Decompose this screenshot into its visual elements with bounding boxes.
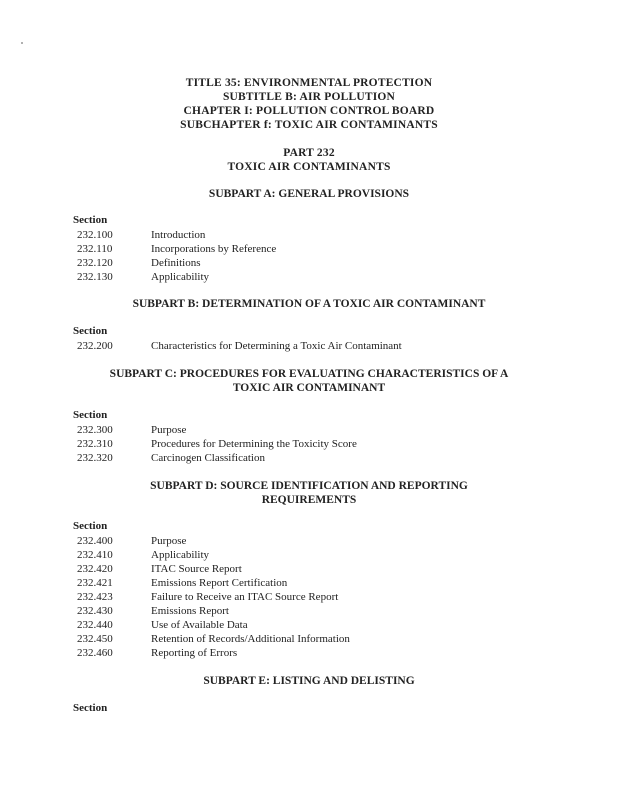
part-heading: PART 232 xyxy=(283,147,335,159)
table-row xyxy=(0,534,618,548)
section-number: 232.300 xyxy=(77,424,113,436)
subpart-d-title-line1: SUBPART D: SOURCE IDENTIFICATION AND REPORTING xyxy=(150,480,468,492)
table-row xyxy=(0,228,618,242)
table-row xyxy=(0,632,618,646)
section-title: Procedures for Determining the Toxicity Score xyxy=(151,438,357,450)
section-label: Section xyxy=(73,702,108,714)
section-label: Section xyxy=(73,325,108,337)
section-title: Definitions xyxy=(151,257,201,269)
section-number: 232.310 xyxy=(77,438,113,450)
subpart-d-title-line2: REQUIREMENTS xyxy=(261,494,357,506)
table-row xyxy=(0,548,618,562)
section-title: Retention of Records/Additional Information xyxy=(151,633,350,645)
section-number: 232.320 xyxy=(77,452,113,464)
table-row xyxy=(0,423,618,437)
section-number: 232.400 xyxy=(77,535,113,547)
section-title: Use of Available Data xyxy=(151,619,248,631)
section-title: Incorporations by Reference xyxy=(151,243,277,255)
part-title-heading: TOXIC AIR CONTAMINANTS xyxy=(227,161,391,173)
section-title: Emissions Report Certification xyxy=(151,577,288,589)
scan-speck xyxy=(21,42,23,44)
section-number: 232.420 xyxy=(77,563,113,575)
section-number: 232.430 xyxy=(77,605,113,617)
section-title: Purpose xyxy=(151,424,187,436)
subtitle-heading: SUBTITLE B: AIR POLLUTION xyxy=(222,91,396,103)
section-title: Emissions Report xyxy=(151,605,229,617)
section-number: 232.440 xyxy=(77,619,113,631)
subchapter-heading: SUBCHAPTER f: TOXIC AIR CONTAMINANTS xyxy=(180,119,438,131)
table-row xyxy=(0,270,618,284)
section-number: 232.450 xyxy=(77,633,113,645)
table-row xyxy=(0,339,618,353)
section-number: 232.460 xyxy=(77,647,113,659)
section-number: 232.410 xyxy=(77,549,113,561)
section-title: Applicability xyxy=(151,271,210,283)
section-title: ITAC Source Report xyxy=(151,563,242,575)
section-title: Purpose xyxy=(151,535,187,547)
table-row xyxy=(0,618,618,632)
section-title: Introduction xyxy=(151,229,206,241)
section-title: Carcinogen Classification xyxy=(151,452,265,464)
section-number: 232.423 xyxy=(77,591,113,603)
subpart-b-title: SUBPART B: DETERMINATION OF A TOXIC AIR CONTAMINANT xyxy=(132,298,486,310)
chapter-heading: CHAPTER I: POLLUTION CONTROL BOARD xyxy=(183,105,435,117)
section-label: Section xyxy=(73,214,108,226)
section-number: 232.110 xyxy=(77,243,113,255)
subpart-a-title: SUBPART A: GENERAL PROVISIONS xyxy=(208,188,410,200)
table-row xyxy=(0,562,618,576)
section-label: Section xyxy=(73,409,108,421)
section-number: 232.200 xyxy=(77,340,113,352)
section-title: Applicability xyxy=(151,549,210,561)
section-number: 232.120 xyxy=(77,257,113,269)
section-label: Section xyxy=(73,520,108,532)
table-row xyxy=(0,256,618,270)
table-row xyxy=(0,590,618,604)
table-row xyxy=(0,604,618,618)
subpart-c-title-line2: TOXIC AIR CONTAMINANT xyxy=(232,382,386,394)
table-row xyxy=(0,646,618,660)
title-heading: TITLE 35: ENVIRONMENTAL PROTECTION xyxy=(185,77,433,89)
table-row xyxy=(0,576,618,590)
table-row xyxy=(0,451,618,465)
section-number: 232.100 xyxy=(77,229,113,241)
subpart-e-title: SUBPART E: LISTING AND DELISTING xyxy=(203,675,415,687)
section-number: 232.130 xyxy=(77,271,113,283)
section-title: Reporting of Errors xyxy=(151,647,238,659)
section-number: 232.421 xyxy=(77,577,113,589)
table-row xyxy=(0,437,618,451)
section-title: Characteristics for Determining a Toxic Air Contaminant xyxy=(151,340,402,352)
table-row xyxy=(0,242,618,256)
subpart-c-title-line1: SUBPART C: PROCEDURES FOR EVALUATING CHARACTERISTICS OF A xyxy=(109,368,509,380)
section-title: Failure to Receive an ITAC Source Report xyxy=(151,591,339,603)
